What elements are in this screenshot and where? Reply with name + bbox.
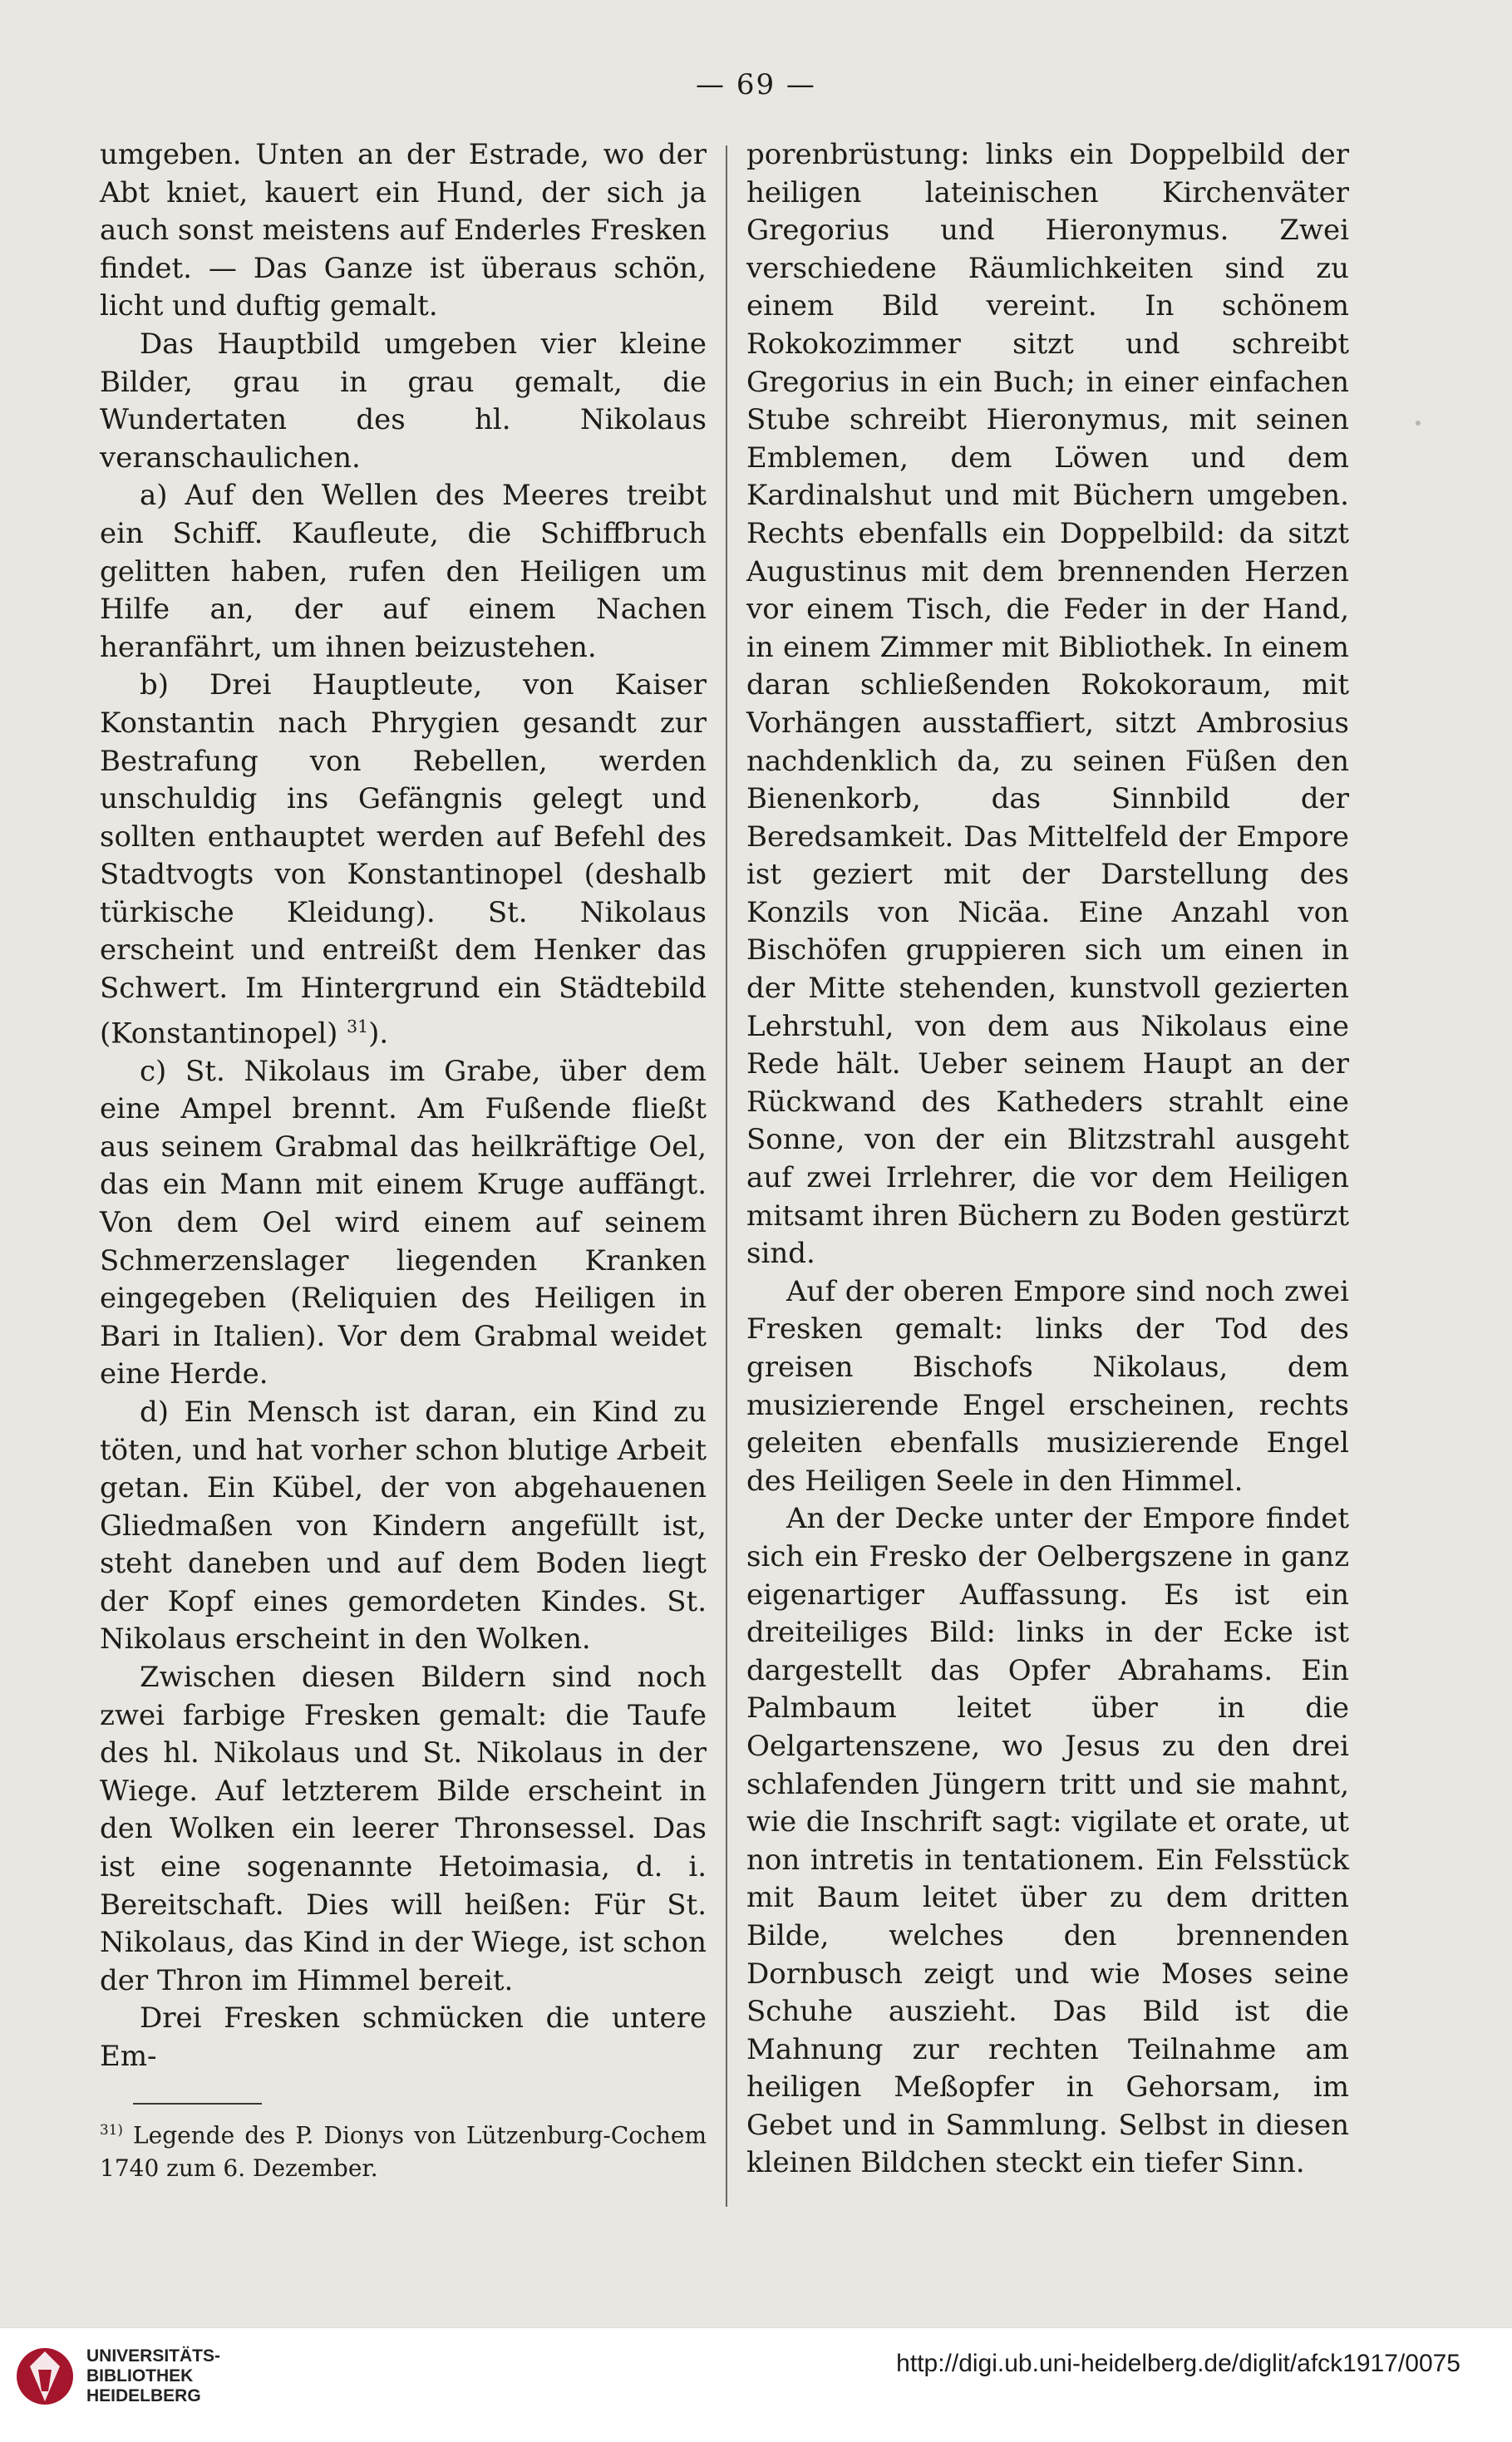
paper-speck [1416,421,1421,426]
footnote-number: 31) [100,2120,123,2138]
paragraph: d) Ein Mensch ist daran, ein Kind zu töten, und hat vorher schon blutige Arbeit getan. Ein Kübel, der von abgehauenen Gliedmaßen von Kindern angefüllt ist, steht daneben und auf dem Boden liegt der Kopf eines gemordeten Kindes. St. Nikolaus erscheint in den Wolken. [100,1395,707,1657]
column-divider [726,145,727,2207]
library-name-line: HEIDELBERG [86,2386,201,2405]
footnote-text: Legende des P. Dionys von Lützenburg-Cochem 1740 zum 6. Dezember. [100,2120,707,2182]
permalink-url[interactable]: http://digi.ub.uni-heidelberg.de/diglit/afck1917/0075 [896,2350,1460,2377]
paragraph-text: b) Drei Hauptleute, von Kaiser Konstantin nach Phrygien gesandt zur Bestrafung von Rebellen, werden unschuldig ins Gefängnis gelegt und sollten enthauptet werden auf Befehl des Stadtvogts von Konstantinopel (deshalb türkische Kleidung). St. Nikolaus erscheint und entreißt dem Henker das Schwert. Im Hintergrund ein Städtebild (Konstantinopel) [100,668,707,1050]
viewer-footer [0,2327,1512,2442]
footnote [100,2113,707,2185]
paragraph-with-footnote-ref [100,667,707,1052]
footnote-divider [133,2103,262,2105]
paragraph: Zwischen diesen Bildern sind noch zwei farbige Fresken gemalt: die Taufe des hl. Nikolaus und St. Nikolaus in der Wiege. Auf letzterem Bilde erscheint in den Wolken ein leerer Thronsessel. Das ist eine sogenannte Hetoimasia, d. i. Bereitschaft. Dies will heißen: Für St. Nikolaus, das Kind in der Wiege, ist schon der Thron im Himmel bereit. [100,1661,707,1997]
paragraph: c) St. Nikolaus im Grabe, über dem eine Ampel brennt. Am Fußende fließt aus seinem Grabmal das heilkräftige Oel, das ein Mann mit einem Kruge auffängt. Von dem Oel wird einem auf seinem Schmerzenslager liegenden Kranken eingegeben (Reliquien des Heiligen in Bari in Italien). Vor dem Grabmal weidet eine Herde. [100,1054,707,1391]
paragraph: Auf der oberen Empore sind noch zwei Fresken gemalt: links der Tod des greisen Bischofs Nikolaus, dem musizierende Engel erscheinen, rechts geleiten ebenfalls musizierende Engel des Heiligen Seele in den Himmel. [746,1274,1349,1498]
paragraph: Das Hauptbild umgeben vier kleine Bilder, grau in grau gemalt, die Wundertaten des hl. Nikolaus veranschaulichen. [100,327,707,475]
left-column [100,136,707,2185]
library-name-line: UNIVERSITÄTS- [86,2346,221,2366]
university-seal-icon[interactable] [15,2341,75,2411]
footnote-reference[interactable]: 31 [347,1016,369,1036]
paragraph: Drei Fresken schmücken die untere Em- [100,2001,707,2074]
paragraph: a) Auf den Wellen des Meeres treibt ein Schiff. Kaufleute, die Schiffbruch gelitten haben, rufen den Heiligen um Hilfe an, der auf einem Nachen heranfährt, um ihnen beizustehen. [100,479,707,664]
page-number: — 69 — [696,68,816,101]
paragraph: An der Decke unter der Empore findet sich ein Fresko der Oelbergszene in ganz eigenartiger Auffassung. Es ist ein dreiteiliges Bild: links in der Ecke ist dargestellt das Opfer Abrahams. Ein Palmbaum leitet über in die Oelgartenszene, wo Jesus zu den drei schlafenden Jüngern tritt und sie mahnt, wie die Inschrift sagt: vigilate et orate, ut non intretis in tentationem. Ein Felsstück mit Baum leitet über zu dem dritten Bilde, welches den brennenden Dornbusch zeigt und wie Moses seine Schuhe auszieht. Das Bild ist die Mahnung zur rechten Teilnahme am heiligen Meßopfer in Gehorsam, im Gebet und in Sammlung. Selbst in diesen kleinen Bildchen steckt ein tiefer Sinn. [746,1502,1349,2180]
library-name[interactable] [86,2346,220,2406]
paragraph: porenbrüstung: links ein Doppelbild der heiligen lateinischen Kirchenväter Gregorius und Hieronymus. Zwei verschiedene Räumlichkeiten sind zu einem Bild vereint. In schönem Rokokozimmer sitzt und schreibt Gregorius in ein Buch; in einer einfachen Stube schreibt Hieronymus, mit seinen Emblemen, dem Löwen und dem Kardinalshut und mit Büchern umgeben. Rechts ebenfalls ein Doppelbild: da sitzt Augustinus mit dem brennenden Herzen vor einem Tisch, die Feder in der Hand, in einem Zimmer mit Bibliothek. In einem daran schließenden Rokokoraum, mit Vorhängen ausstaffiert, sitzt Ambrosius nachdenklich da, zu seinen Füßen den Bienenkorb, das Sinnbild der Beredsamkeit. Das Mittelfeld der Empore ist geziert mit der Darstellung des Konzils von Nicäa. Eine Anzahl von Bischöfen gruppieren sich um einen in der Mitte stehenden, kunstvoll gezierten Lehrstuhl, von dem aus Nikolaus eine Rede hält. Ueber seinem Haupt an der Rückwand des Katheders strahlt eine Sonne, von der ein Blitzstrahl ausgeht auf zwei Irrlehrer, die vor dem Heiligen mitsamt ihren Büchern zu Boden gestürzt sind. [746,138,1349,1271]
paragraph: umgeben. Unten an der Estrade, wo der Abt kniet, kauert ein Hund, der sich ja auch sonst meistens auf Enderles Fresken findet. — Das Ganze ist überaus schön, licht und duftig gemalt. [100,138,707,323]
right-column [746,136,1349,2183]
library-name-line: BIBLIOTHEK [86,2366,194,2385]
paragraph-tail: ). [368,1016,389,1050]
